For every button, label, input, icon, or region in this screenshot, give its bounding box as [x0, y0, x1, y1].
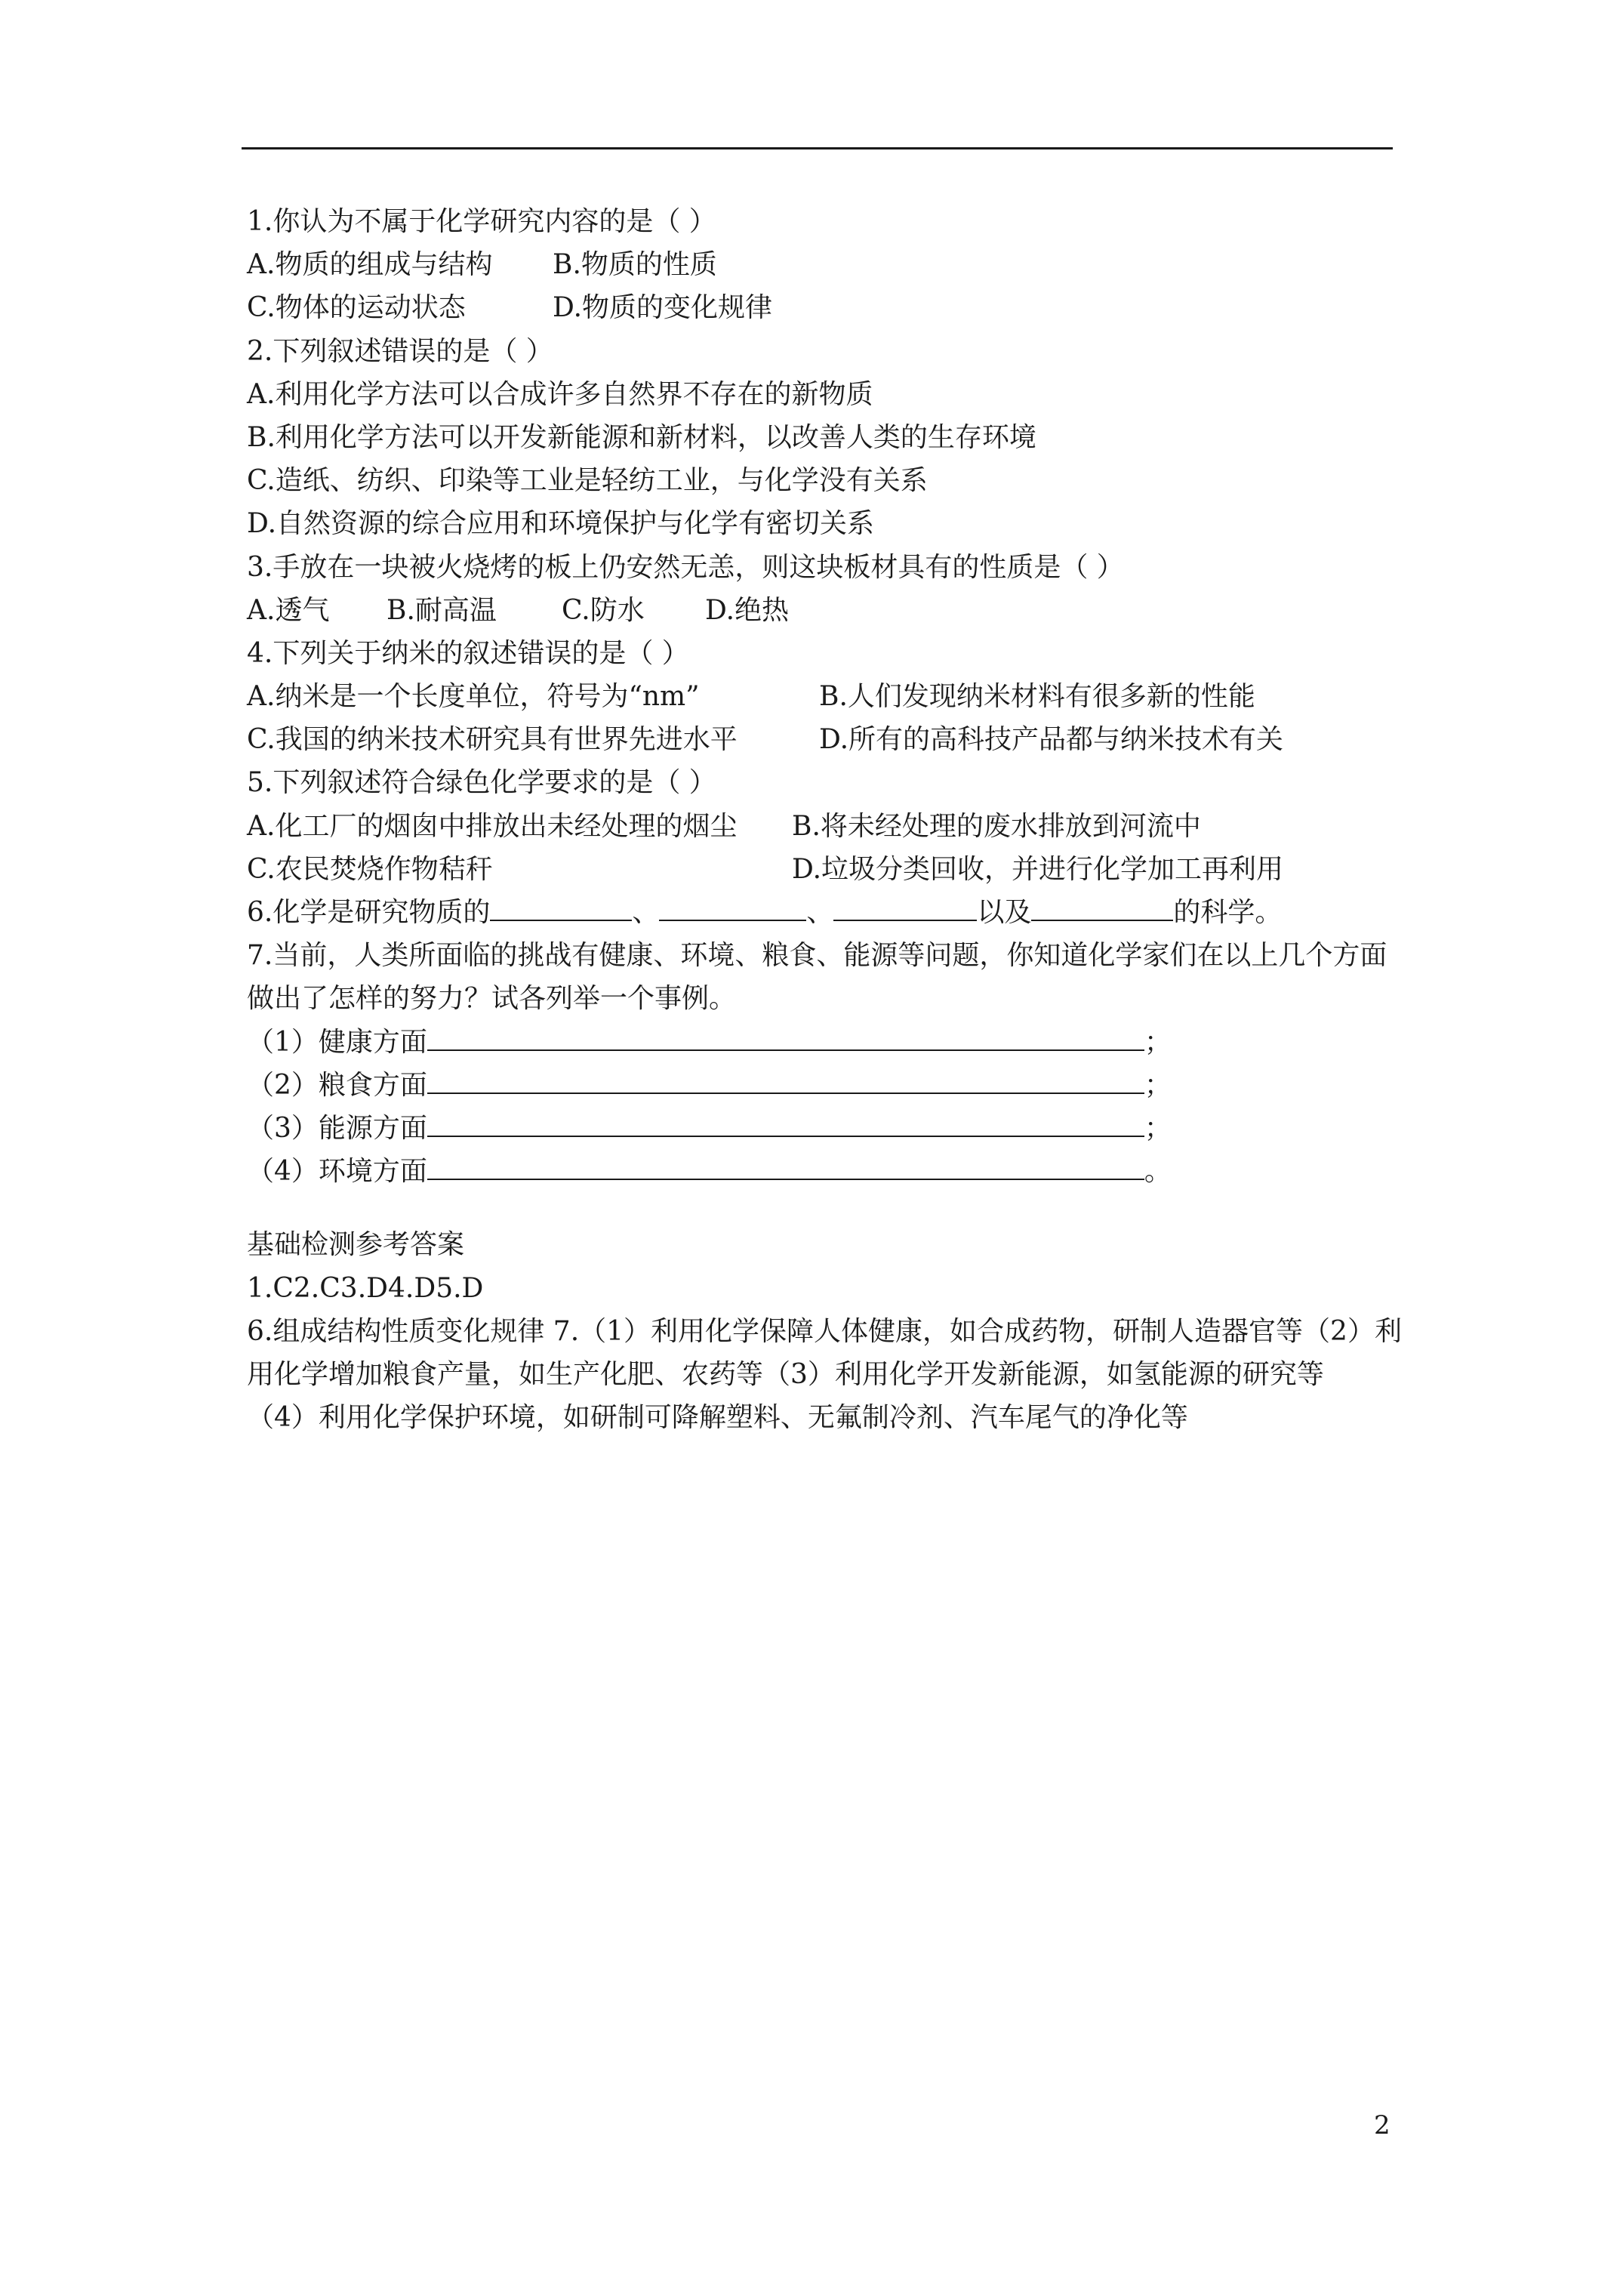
- q2-option-b: B.利用化学方法可以开发新能源和新材料，以改善人类的生存环境: [247, 421, 1036, 453]
- q4-options-row2: [247, 718, 1402, 761]
- q3-option-a: A.透气: [247, 594, 330, 626]
- q1-stem: 1.你认为不属于化学研究内容的是（ ）: [247, 206, 716, 237]
- q1-option-c: C.物体的运动状态: [247, 292, 466, 324]
- q5-option-d: D.垃圾分类回收，并进行化学加工再利用: [792, 853, 1284, 885]
- page-number: 2: [1374, 2110, 1390, 2140]
- q3-option-d: D.绝热: [705, 594, 790, 626]
- q6-blank-2[interactable]: [659, 891, 806, 921]
- q5-option-b: B.将未经处理的废水排放到河流中: [792, 810, 1201, 842]
- answers-line-3: （4）利用化学保护环境，如研制可降解塑料、无氟制冷剂、汽车尾气的净化等: [247, 1402, 1188, 1434]
- q2-stem: 2.下列叙述错误的是（ ）: [247, 335, 553, 367]
- q6-sep-3: 以及: [977, 897, 1032, 928]
- q3-options: [247, 589, 1402, 632]
- q7-item-label: （2）粮食方面: [247, 1069, 427, 1101]
- q3-stem: 3.手放在一块被火烧烤的板上仍安然无恙，则这块板材具有的性质是（ ）: [247, 551, 1124, 583]
- q7-answer-blank[interactable]: [427, 1150, 1144, 1180]
- q4-option-c: C.我国的纳米技术研究具有世界先进水平: [247, 724, 738, 756]
- q6-prefix: 6.化学是研究物质的: [247, 897, 491, 928]
- q7-item-end: ；: [1144, 1112, 1172, 1144]
- q1-option-d: D.物质的变化规律: [553, 292, 773, 324]
- q7-answer-blank[interactable]: [427, 1021, 1144, 1051]
- answers-line-1: 1.C2.C3.D4.D5.D: [247, 1272, 484, 1304]
- q7-item-end: ；: [1144, 1069, 1172, 1101]
- q7-item-end: 。: [1144, 1156, 1172, 1188]
- q7-item-food: [247, 1064, 1402, 1107]
- q3-option-b: B.耐高温: [387, 594, 497, 626]
- q5-option-a: A.化工厂的烟囱中排放出未经处理的烟尘: [247, 810, 738, 842]
- q4-option-d: D.所有的高科技产品都与纳米技术有关: [819, 724, 1284, 756]
- q5-options-row2: [247, 848, 1402, 891]
- q6-sep-2: 、: [806, 897, 834, 928]
- q6-blank-4[interactable]: [1031, 891, 1173, 921]
- q5-options-row1: [247, 805, 1402, 848]
- q7-item-end: ；: [1144, 1026, 1172, 1058]
- q5-stem: 5.下列叙述符合绿色化学要求的是（ ）: [247, 767, 716, 799]
- q6-blank-1[interactable]: [490, 891, 632, 921]
- q3-option-c: C.防水: [562, 594, 645, 626]
- q7-item-health: [247, 1021, 1402, 1064]
- q6-fill-in: [247, 891, 1402, 934]
- q7-answer-blank[interactable]: [427, 1107, 1144, 1137]
- q2-option-c: C.造纸、纺织、印染等工业是轻纺工业，与化学没有关系: [247, 465, 928, 497]
- q5-option-c: C.农民焚烧作物秸秆: [247, 853, 493, 885]
- q7-item-energy: [247, 1107, 1402, 1150]
- q7-item-label: （4）环境方面: [247, 1156, 427, 1188]
- worksheet: [247, 200, 1402, 1439]
- q7-item-label: （3）能源方面: [247, 1112, 427, 1144]
- q2-option-d: D.自然资源的综合应用和环境保护与化学有密切关系: [247, 508, 875, 540]
- q4-options-row1: [247, 675, 1402, 718]
- q7-stem: 7.当前，人类所面临的挑战有健康、环境、粮食、能源等问题，你知道化学家们在以上几个方面做出了怎样的努力？试各列举一个事例。: [247, 940, 1387, 1015]
- q4-option-b: B.人们发现纳米材料有很多新的性能: [819, 681, 1255, 713]
- q1-options-row1: [247, 243, 1402, 286]
- q7-item-environment: [247, 1150, 1402, 1193]
- q2-option-a: A.利用化学方法可以合成许多自然界不存在的新物质: [247, 378, 873, 410]
- answers-line-2: 6.组成结构性质变化规律 7.（1）利用化学保障人体健康，如合成药物，研制人造器官等（2）利用化学增加粮食产量，如生产化肥、农药等（3）利用化学开发新能源，如氢能源的研究等: [247, 1315, 1402, 1390]
- q1-options-row2: [247, 286, 1402, 329]
- answers-title: 基础检测参考答案: [247, 1229, 465, 1261]
- q4-option-a: A.纳米是一个长度单位，符号为“nm”: [247, 681, 700, 713]
- q6-blank-3[interactable]: [833, 891, 977, 921]
- q7-answer-blank[interactable]: [427, 1064, 1144, 1094]
- q1-option-b: B.物质的性质: [553, 249, 717, 281]
- q7-item-label: （1）健康方面: [247, 1026, 427, 1058]
- q6-sep-1: 、: [632, 897, 660, 928]
- q4-stem: 4.下列关于纳米的叙述错误的是（ ）: [247, 637, 689, 669]
- q6-suffix: 的科学。: [1173, 897, 1283, 928]
- header-rule: [242, 147, 1393, 149]
- q1-option-a: A.物质的组成与结构: [247, 249, 493, 281]
